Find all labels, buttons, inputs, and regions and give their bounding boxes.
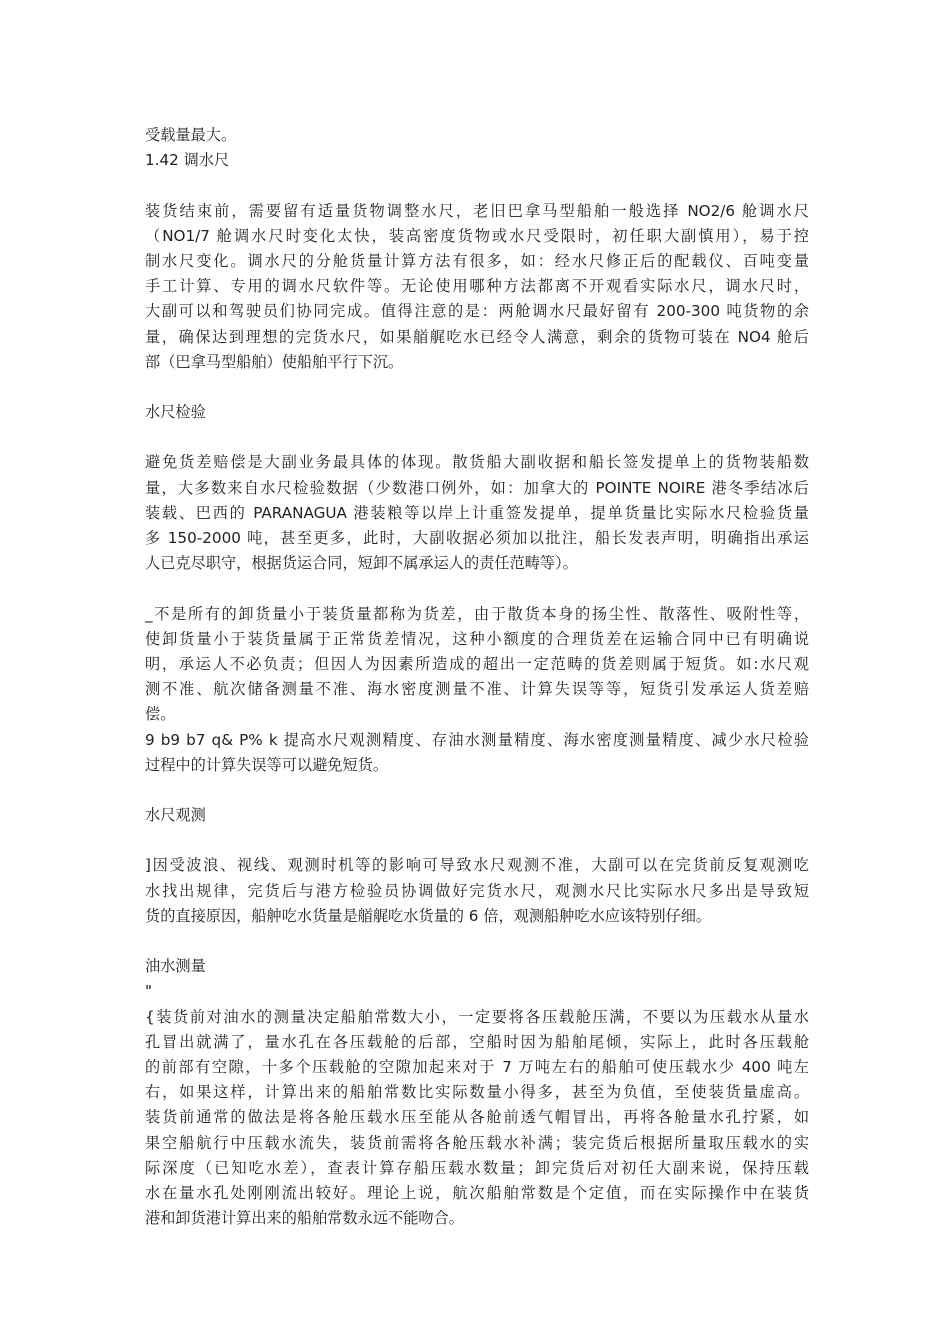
paragraph-line: 偿。 (145, 705, 176, 724)
spacer (145, 425, 809, 450)
heading-draft-survey: 水尺检验 (145, 403, 206, 422)
section-heading-draft-trim: 1.42 调水尺 (145, 151, 230, 170)
spacer (145, 576, 809, 601)
paragraph-line: 水找出规律，完货后与港方检验员协调做好完货水尺，观测水尺比实际水尺多出是导致短 (145, 881, 809, 900)
paragraph-line: （NO1/7 舱调水尺时变化太快，装高密度货物或水尺受限时，初任职大副慎用），易于控 (145, 226, 809, 245)
spacer (145, 375, 809, 400)
spacer (145, 173, 809, 198)
paragraph-line: 果空船航行中压载水流失，装货前需将各舱压载水补满；装完货后根据所量取压载水的实 (145, 1133, 809, 1152)
intro-line: 受载量最大。 (145, 126, 237, 144)
paragraph-line: {装货前对油水的测量决定船舶常数大小，一定要将各压载舱压满，不要以为压载水从量水 (145, 1007, 809, 1026)
paragraph-line: 港和卸货港计算出来的船舶常数永远不能吻合。 (145, 1209, 464, 1228)
paragraph-line: 际深度（已知吃水差），查表计算存船压载水数量；卸完货后对初任大副来说，保持压载 (145, 1158, 809, 1177)
paragraph-line: 多 150-2000 吨，甚至更多，此时，大副收据必须加以批注，船长发表声明，明确指出承运 (145, 529, 809, 547)
paragraph-line: 使卸货量小于装货量属于正常货差情况，这种小额度的合理货差在运输合同中已有明确说 (145, 629, 809, 648)
paragraph-cargo-shortage (145, 602, 809, 778)
paragraph-line: ]因受波浪、视线、观测时机等的影响可导致水尺观测不准，大副可以在完货前反复观测吃 (145, 856, 809, 875)
paragraph-draft-observation (145, 853, 809, 929)
paragraph-line: 手工计算、专用的调水尺软件等。无论使用哪种方法都离不开观看实际水尺，调水尺时， (145, 277, 809, 296)
paragraph-line: 装货结束前，需要留有适量货物调整水尺，老旧巴拿马型船舶一般选择 NO2/6 舱调水尺 (145, 201, 809, 220)
paragraph-line: 人已克尽职守，根据货运合同，短卸不属承运人的责任范畴等）。 (145, 554, 578, 573)
paragraph-line: 大副可以和驾驶员们协同完成。值得注意的是：两舱调水尺最好留有 200-300 吨货物的余 (145, 302, 809, 321)
paragraph-line: 测不准、航次储备测量不准、海水密度测量不准、计算失误等等，短货引发承运人货差赔 (145, 680, 809, 699)
paragraph-fuel-water-measurement (145, 1005, 809, 1232)
paragraph-line: 装载、巴西的 PARANAGUA 港装粮等以岸上计重签发提单，提单货量比实际水尺检验货量 (145, 503, 809, 522)
paragraph-line: 装货前通常的做法是将各舱压载水压至能从各舱前透气帽冒出，再将各舱量水孔拧紧，如 (145, 1108, 809, 1127)
paragraph-line: 货的直接原因，船舯吃水货量是艏艉吃水货量的 6 倍，观测船舯吃水应该特别仔细。 (145, 906, 712, 925)
paragraph-line: 量，确保达到理想的完货水尺，如果艏艉吃水已经令人满意，剩余的货物可装在 NO4 舱后 (145, 327, 809, 346)
paragraph-line: 制水尺变化。调水尺的分舱货量计算方法有很多，如：经水尺修正后的配载仪、百吨变量 (145, 251, 809, 270)
paragraph-line: 量，大多数来自水尺检验数据（少数港口例外，如：加拿大的 POINTE NOIRE 港冬季结冰后 (145, 478, 809, 497)
paragraph-draft-trim (145, 199, 809, 375)
spacer (145, 778, 809, 803)
paragraph-line: _不是所有的卸货量小于装货量都称为货差，由于散货本身的扬尘性、散落性、吸附性等， (145, 604, 809, 623)
spacer (145, 929, 809, 954)
quote-mark: " (145, 982, 152, 1001)
paragraph-line: 避免货差赔偿是大副业务最具体的体现。散货船大副收据和船长签发提单上的货物装船数 (145, 453, 809, 472)
paragraph-line: 过程中的计算失误等可以避免短货。 (145, 755, 388, 774)
paragraph-line: 部（巴拿马型船舶）使船舶平行下沉。 (145, 352, 404, 371)
paragraph-line: 明，承运人不必负责；但因人为因素所造成的超出一定范畴的货差则属于短货。如:水尺观 (145, 654, 809, 673)
paragraph-draft-survey (145, 450, 809, 576)
paragraph-line: 的前部有空隙，十多个压载舱的空隙加起来对于 7 万吨左右的船舶可使压载水少 400 吨左 (145, 1057, 809, 1076)
heading-draft-observation: 水尺观测 (145, 806, 206, 825)
heading-fuel-water-measurement: 油水测量 (145, 957, 206, 976)
paragraph-line: 右，如果这样，计算出来的船舶常数比实际数量小得多，甚至为负值，至使装货量虚高。 (145, 1083, 809, 1102)
paragraph-line: 9 b9 b7 q& P% k 提高水尺观测精度、存油水测量精度、海水密度测量精度、减少水尺检验 (145, 730, 809, 749)
paragraph-line: 水在量水孔处刚刚流出较好。理论上说，航次船舶常数是个定值，而在实际操作中在装货 (145, 1183, 809, 1202)
paragraph-line: 孔冒出就满了，量水孔在各压载舱的后部，空船时因为船舶尾倾，实际上，此时各压载舱 (145, 1032, 809, 1051)
document-body (145, 123, 809, 1231)
spacer (145, 828, 809, 853)
